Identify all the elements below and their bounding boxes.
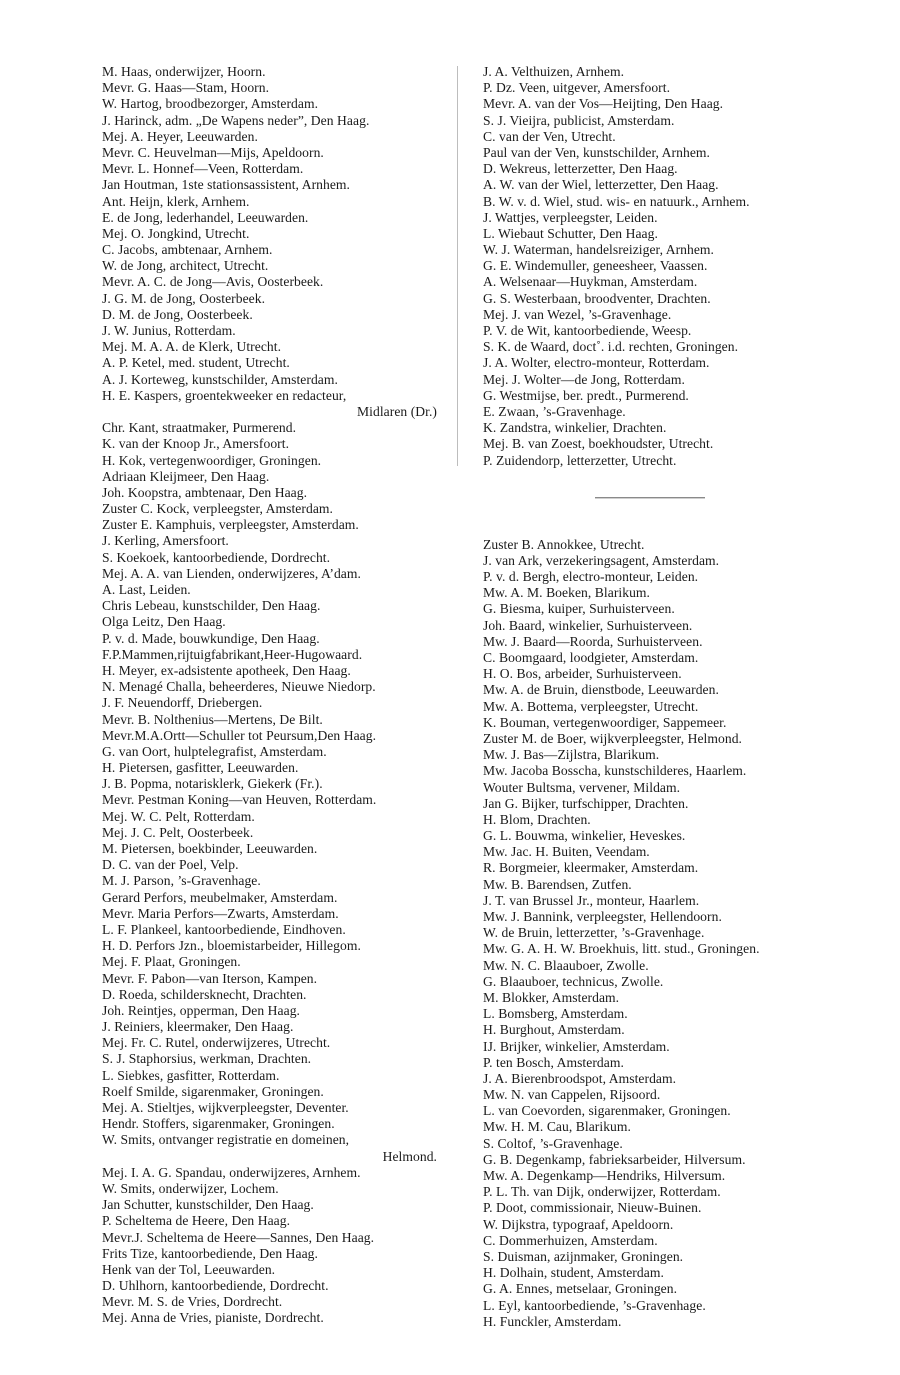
list-item: Mw. N. C. Blaauboer, Zwolle. <box>483 957 649 973</box>
list-item: K. Zandstra, winkelier, Drachten. <box>483 420 667 436</box>
list-item: Mej. B. van Zoest, boekhoudster, Utrecht. <box>483 436 714 452</box>
list-item: A. J. Korteweg, kunstschilder, Amsterdam. <box>102 371 338 387</box>
list-item: E. de Jong, lederhandel, Leeuwarden. <box>102 209 309 225</box>
list-item: A. Welsenaar—Huykman, Amsterdam. <box>483 274 698 290</box>
list-item: Mevr. G. Haas—Stam, Hoorn. <box>102 80 270 96</box>
list-item: K. Bouman, vertegenwoordiger, Sappemeer. <box>483 714 727 730</box>
list-item: Mevr. Pestman Koning—van Heuven, Rotterdam. <box>102 792 377 808</box>
list-item: A. Last, Leiden. <box>102 582 191 597</box>
list-item: Mevr.J. Scheltema de Heere—Sannes, Den Haag. <box>102 1229 375 1245</box>
list-item: J. G. M. de Jong, Oosterbeek. <box>102 290 266 306</box>
list-item: Mej. I. A. G. Spandau, onderwijzeres, Arnhem. <box>102 1164 361 1180</box>
section-separator <box>483 469 818 515</box>
list-item: Chris Lebeau, kunstschilder, Den Haag. <box>102 598 321 614</box>
list-item: Helmond. <box>382 1148 437 1164</box>
list-item: H. Meyer, ex-adsistente apotheek, Den Haag. <box>102 662 351 678</box>
list-item: H. Pietersen, gasfitter, Leeuwarden. <box>102 760 299 776</box>
list-item: J. Wattjes, verpleegster, Leiden. <box>483 209 658 225</box>
list-item: Paul van der Ven, kunstschilder, Arnhem. <box>483 144 710 160</box>
list-item: Mw. G. A. H. W. Broekhuis, litt. stud., Groningen. <box>483 941 760 957</box>
list-item: J. Harinck, adm. „De Wapens neder”, Den Haag. <box>102 112 370 128</box>
list-item: W. de Jong, architect, Utrecht. <box>102 258 269 274</box>
list-item: Mej. O. Jongkind, Utrecht. <box>102 225 250 241</box>
list-item: J. F. Neuendorff, Driebergen. <box>102 695 263 711</box>
list-item: P. v. d. Made, bouwkundige, Den Haag. <box>102 630 320 646</box>
list-item: C. Jacobs, ambtenaar, Arnhem. <box>102 242 273 258</box>
list-item: F.P.Mammen,rijtuigfabrikant,Heer-Hugowaard. <box>102 646 363 662</box>
list-item: J. A. Wolter, electro-monteur, Rotterdam. <box>483 355 710 371</box>
list-item: S. Coltof, ’s-Gravenhage. <box>483 1135 623 1151</box>
list-item: M. J. Parson, ’s-Gravenhage. <box>102 873 261 889</box>
list-item: L. Eyl, kantoorbediende, ’s-Gravenhage. <box>483 1297 706 1313</box>
list-item: G. A. Ennes, metselaar, Groningen. <box>483 1281 678 1297</box>
list-item: P. L. Th. van Dijk, onderwijzer, Rotterdam. <box>483 1184 721 1200</box>
list-item: H. Burghout, Amsterdam. <box>483 1022 625 1038</box>
list-item: Mej. F. Plaat, Groningen. <box>102 954 241 970</box>
list-item: P. v. d. Bergh, electro-monteur, Leiden. <box>483 569 699 585</box>
list-item: G. B. Degenkamp, fabrieksarbeider, Hilversum. <box>483 1151 746 1167</box>
list-item: Mej. J. C. Pelt, Oosterbeek. <box>102 824 254 840</box>
list-item: G. S. Westerbaan, broodventer, Drachten. <box>483 290 711 306</box>
list-item: Mw. J. Bas—Zijlstra, Blarikum. <box>483 747 660 763</box>
list-item: Mw. J. Baard—Roorda, Surhuisterveen. <box>483 633 703 649</box>
list-item: Joh. Reintjes, opperman, Den Haag. <box>102 1002 301 1018</box>
list-item: W. J. Waterman, handelsreiziger, Arnhem. <box>483 242 715 258</box>
list-item: L. Siebkes, gasfitter, Rotterdam. <box>102 1067 280 1083</box>
list-item: H. Blom, Drachten. <box>483 811 591 827</box>
list-item: M. Pietersen, boekbinder, Leeuwarden. <box>102 841 318 856</box>
list-item: S. K. de Waard, doct˚. i.d. rechten, Groningen. <box>483 339 739 355</box>
list-item: G. van Oort, hulptelegrafist, Amsterdam. <box>102 743 327 759</box>
list-item: Jan G. Bijker, turfschipper, Drachten. <box>483 795 689 811</box>
list-item: G. Westmijse, ber. predt., Purmerend. <box>483 387 689 403</box>
list-item: Mevr. A. van der Vos—Heijting, Den Haag. <box>483 96 724 112</box>
list-item: N. Menagé Challa, beheerderes, Nieuwe Niedorp. <box>102 679 376 695</box>
list-item: G. Biesma, kuiper, Surhuisterveen. <box>483 601 675 617</box>
list-item: D. Uhlhorn, kantoorbediende, Dordrecht. <box>102 1278 329 1294</box>
list-item: S. J. Vieijra, publicist, Amsterdam. <box>483 112 675 128</box>
list-item: L. Bomsberg, Amsterdam. <box>483 1006 628 1022</box>
list-item: J. T. van Brussel Jr., monteur, Haarlem. <box>483 892 700 908</box>
list-item: J. van Ark, verzekeringsagent, Amsterdam. <box>483 552 720 568</box>
list-item: Mw. H. M. Cau, Blarikum. <box>483 1119 631 1135</box>
list-item: Mevr. L. Honnef—Veen, Rotterdam. <box>102 161 304 177</box>
list-item: Zuster C. Kock, verpleegster, Amsterdam. <box>102 501 333 517</box>
column-divider <box>457 66 458 466</box>
list-item: Mevr. C. Heuvelman—Mijs, Apeldoorn. <box>102 144 324 160</box>
list-item: E. Zwaan, ’s-Gravenhage. <box>483 403 626 419</box>
list-item: Joh. Baard, winkelier, Surhuisterveen. <box>483 617 693 633</box>
list-item: Jan Schutter, kunstschilder, Den Haag. <box>102 1197 314 1213</box>
list-item: D. Roeda, schildersknecht, Drachten. <box>102 986 307 1002</box>
list-item: Mw. J. Bannink, verpleegster, Hellendoorn. <box>483 909 722 924</box>
list-item: A. W. van der Wiel, letterzetter, Den Haag. <box>483 177 719 193</box>
list-item: Mej. A. A. van Lienden, onderwijzeres, A’dam. <box>102 565 361 581</box>
right-column-bottom-list <box>483 537 818 1330</box>
list-item: H. Dolhain, student, Amsterdam. <box>483 1265 664 1281</box>
list-item: P. Dz. Veen, uitgever, Amersfoort. <box>483 80 671 96</box>
list-item: J. A. Bierenbroodspot, Amsterdam. <box>483 1070 677 1086</box>
list-item: Mw. B. Barendsen, Zutfen. <box>483 876 632 892</box>
list-item: Mej. W. C. Pelt, Rotterdam. <box>102 808 255 824</box>
list-item: Mw. A. Bottema, verpleegster, Utrecht. <box>483 698 699 714</box>
list-item: Gerard Perfors, meubelmaker, Amsterdam. <box>102 889 338 905</box>
list-item: Wouter Bultsma, vervener, Mildam. <box>483 779 681 795</box>
list-item: Mw. Jacoba Bosscha, kunstschilderes, Haarlem. <box>483 763 747 779</box>
list-item: Roelf Smilde, sigarenmaker, Groningen. <box>102 1083 324 1099</box>
list-item: J. W. Junius, Rotterdam. <box>102 323 236 338</box>
list-item: D. M. de Jong, Oosterbeek. <box>102 306 253 322</box>
list-item: G. Blaauboer, technicus, Zwolle. <box>483 973 664 989</box>
list-item: Joh. Koopstra, ambtenaar, Den Haag. <box>102 484 308 500</box>
list-item: Mej. Anna de Vries, pianiste, Dordrecht. <box>102 1310 324 1326</box>
list-item: Mej. Fr. C. Rutel, onderwijzeres, Utrecht. <box>102 1035 331 1051</box>
list-item: J. B. Popma, notarisklerk, Giekerk (Fr.). <box>102 776 323 792</box>
list-item: J. Reiniers, kleermaker, Den Haag. <box>102 1019 294 1035</box>
list-item: Mej. A. Stieltjes, wijkverpleegster, Deventer. <box>102 1100 349 1115</box>
list-item: H. Kok, vertegenwoordiger, Groningen. <box>102 452 322 468</box>
list-item: Frits Tize, kantoorbediende, Den Haag. <box>102 1245 318 1261</box>
list-item: D. Wekreus, letterzetter, Den Haag. <box>483 161 678 177</box>
list-item: Chr. Kant, straatmaker, Purmerend. <box>102 420 297 436</box>
list-item: L. Wiebaut Schutter, Den Haag. <box>483 225 658 241</box>
list-item: P. ten Bosch, Amsterdam. <box>483 1054 624 1070</box>
section-gap <box>483 515 818 537</box>
list-item: W. Smits, ontvanger registratie en domeinen, <box>102 1132 350 1148</box>
list-item: P. V. de Wit, kantoorbediende, Weesp. <box>483 323 692 338</box>
list-item: H. Funckler, Amsterdam. <box>483 1313 622 1329</box>
list-item: C. Boomgaard, loodgieter, Amsterdam. <box>483 650 699 665</box>
list-item: S. Duisman, azijnmaker, Groningen. <box>483 1248 684 1264</box>
right-column-top-list <box>483 64 818 469</box>
right-column <box>483 64 818 1330</box>
list-item: D. C. van der Poel, Velp. <box>102 857 239 873</box>
list-item: Mw. A. M. Boeken, Blarikum. <box>483 585 650 601</box>
list-item: K. van der Knoop Jr., Amersfoort. <box>102 436 290 452</box>
list-item: W. Hartog, broodbezorger, Amsterdam. <box>102 96 319 112</box>
list-item: W. Dijkstra, typograaf, Apeldoorn. <box>483 1216 674 1232</box>
list-item: Mevr.M.A.Ortt—Schuller tot Peursum,Den Haag. <box>102 727 377 743</box>
list-item: J. Kerling, Amersfoort. <box>102 533 229 549</box>
list-item: Mw. A. Degenkamp—Hendriks, Hilversum. <box>483 1168 726 1183</box>
list-item: Adriaan Kleijmeer, Den Haag. <box>102 468 270 484</box>
list-item: Olga Leitz, Den Haag. <box>102 614 226 630</box>
list-item: Jan Houtman, 1ste stationsassistent, Arnhem. <box>102 177 350 193</box>
list-item: Mw. Jac. H. Buiten, Veendam. <box>483 844 650 860</box>
list-item: W. Smits, onderwijzer, Lochem. <box>102 1180 279 1196</box>
list-item: Mevr. M. S. de Vries, Dordrecht. <box>102 1294 283 1310</box>
list-item: H. D. Perfors Jzn., bloemistarbeider, Hillegom. <box>102 938 361 954</box>
list-item: C. van der Ven, Utrecht. <box>483 128 616 144</box>
list-item: P. Doot, commissionair, Nieuw-Buinen. <box>483 1200 702 1216</box>
list-item: Ant. Heijn, klerk, Arnhem. <box>102 193 250 209</box>
list-item: Zuster E. Kamphuis, verpleegster, Amsterdam. <box>102 517 359 533</box>
list-item: Mej. J. Wolter—de Jong, Rotterdam. <box>483 371 685 387</box>
list-item: Henk van der Tol, Leeuwarden. <box>102 1261 276 1277</box>
list-item: Hendr. Stoffers, sigarenmaker, Groningen. <box>102 1116 335 1132</box>
list-item: Mej. A. Heyer, Leeuwarden. <box>102 128 258 144</box>
list-item: S. J. Staphorsius, werkman, Drachten. <box>102 1051 312 1067</box>
list-item: B. W. v. d. Wiel, stud. wis- en natuurk., Arnhem. <box>483 193 750 209</box>
list-item: L. F. Plankeel, kantoorbediende, Eindhoven. <box>102 921 346 937</box>
list-item: G. L. Bouwma, winkelier, Heveskes. <box>483 828 686 844</box>
list-item: L. van Coevorden, sigarenmaker, Groningen. <box>483 1103 731 1119</box>
list-item: Zuster M. de Boer, wijkverpleegster, Helmond. <box>483 730 742 746</box>
list-item: Mevr. F. Pabon—van Iterson, Kampen. <box>102 970 318 986</box>
list-item: Mw. A. de Bruin, dienstbode, Leeuwarden. <box>483 682 719 698</box>
list-item: Zuster B. Annokkee, Utrecht. <box>483 536 645 552</box>
list-item: H. E. Kaspers, groentekweeker en redacteur, <box>102 387 347 403</box>
list-item: S. Koekoek, kantoorbediende, Dordrecht. <box>102 549 331 565</box>
list-item: P. Scheltema de Heere, Den Haag. <box>102 1213 291 1229</box>
list-item: G. E. Windemuller, geneesheer, Vaassen. <box>483 258 708 274</box>
list-item: IJ. Brijker, winkelier, Amsterdam. <box>483 1038 670 1054</box>
list-item: P. Zuidendorp, letterzetter, Utrecht. <box>483 452 677 468</box>
list-item: R. Borgmeier, kleermaker, Amsterdam. <box>483 860 699 876</box>
list-item: J. A. Velthuizen, Arnhem. <box>483 64 625 79</box>
list-item: M. Haas, onderwijzer, Hoorn. <box>102 64 266 79</box>
list-item: Mej. J. van Wezel, ’s-Gravenhage. <box>483 306 672 322</box>
left-column <box>102 64 437 1327</box>
list-item: Mevr. A. C. de Jong—Avis, Oosterbeek. <box>102 274 324 290</box>
list-item: C. Dommerhuizen, Amsterdam. <box>483 1232 658 1248</box>
list-item: H. O. Bos, arbeider, Surhuisterveen. <box>483 666 682 682</box>
list-item: Mw. N. van Cappelen, Rijsoord. <box>483 1087 661 1103</box>
list-item: Mej. M. A. A. de Klerk, Utrecht. <box>102 339 282 355</box>
list-item: W. de Bruin, letterzetter, ’s-Gravenhage. <box>483 925 705 941</box>
list-item: Mevr. Maria Perfors—Zwarts, Amsterdam. <box>102 905 339 921</box>
list-item: Midlaren (Dr.) <box>357 403 437 419</box>
list-item: Mevr. B. Nolthenius—Mertens, De Bilt. <box>102 711 323 727</box>
list-item: A. P. Ketel, med. student, Utrecht. <box>102 355 290 371</box>
list-item: M. Blokker, Amsterdam. <box>483 989 620 1005</box>
